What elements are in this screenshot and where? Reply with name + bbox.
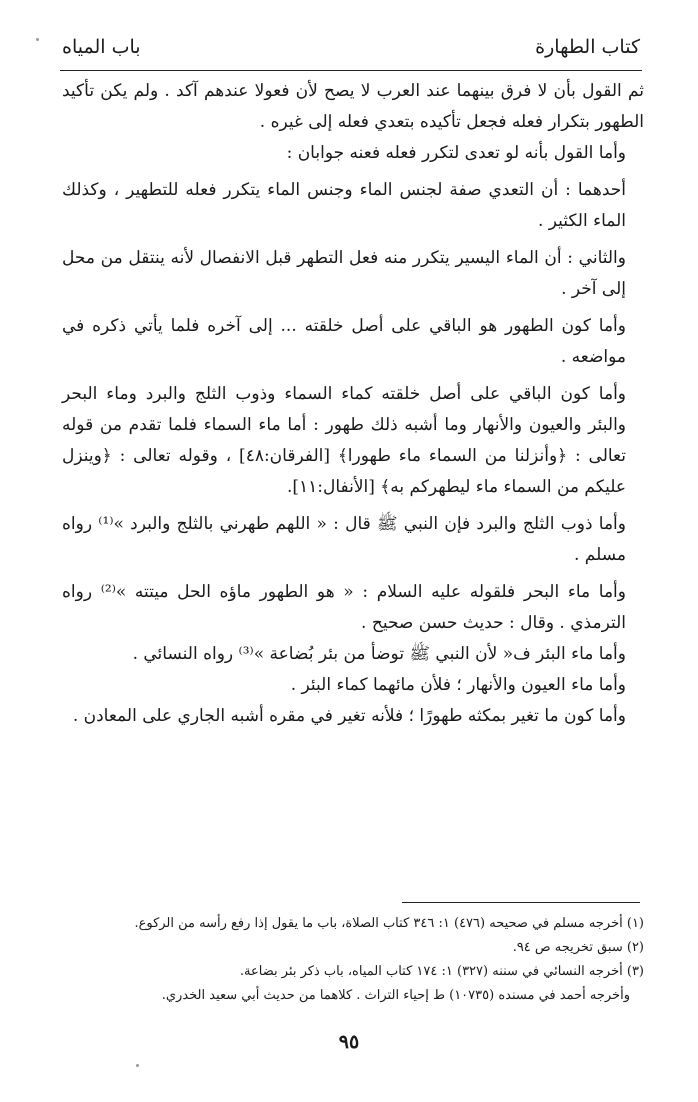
paragraph: أحدهما : أن التعدي صفة لجنس الماء وجنس الماء يتكرر فعله للتطهير ، وكذلك الماء الكثير . — [62, 180, 626, 231]
footnote: وأخرجه أحمد في مسنده (١٠٧٣٥) ط إحياء التراث . كلاهما من حديث أبي سعيد الخدري. — [161, 988, 630, 1003]
running-header-chapter-title: باب المياه — [62, 36, 141, 58]
paragraph: وأما ماء البحر فلقوله عليه السلام : « هو الطهور ماؤه الحل ميتته »⁽²⁾ رواه الترمذي . وقال : حديث حسن صحيح . — [62, 582, 626, 633]
footnote: (٣) أخرجه النسائي في سننه (٣٢٧) ١: ١٧٤ كتاب المياه، باب ذكر بئر بضاعة. — [239, 964, 644, 979]
paragraph: وأما كون الطهور هو الباقي على أصل خلقته ... إلى آخره فلما يأتي ذكره في مواضعه . — [62, 316, 626, 367]
running-header-book-title: كتاب الطهارة — [535, 36, 640, 58]
footnote: (١) أخرجه مسلم في صحيحه (٤٧٦) ١: ٣٤٦ كتاب الصلاة، باب ما يقول إذا رفع رأسه من الركوع. — [134, 916, 644, 931]
main-text — [62, 76, 644, 732]
footnote: (٢) سبق تخريجه ص ٩٤. — [512, 940, 644, 955]
scan-speck — [36, 38, 39, 41]
page-number: ٩٥ — [338, 1031, 360, 1053]
footnote-divider — [402, 902, 640, 903]
paragraph: وأما كون ما تغير بمكثه طهورًا ؛ فلأنه تغير في مقره أشبه الجاري على المعادن . — [72, 706, 626, 726]
header-divider — [60, 70, 642, 71]
paragraph: وأما القول بأنه لو تعدى لتكرر فعله فعنه جوابان : — [286, 143, 626, 163]
paragraph: وأما ذوب الثلج والبرد فإن النبي ﷺ قال : « اللهم طهرني بالثلج والبرد »⁽¹⁾ رواه مسلم . — [62, 514, 626, 565]
scan-speck — [136, 1064, 139, 1067]
paragraph: والثاني : أن الماء اليسير يتكرر منه فعل التطهر قبل الانفصال لأنه ينتقل من محل إلى آخر . — [62, 248, 626, 299]
footnotes — [56, 912, 644, 1008]
paragraph: ثم القول بأن لا فرق بينهما عند العرب لا يصح لأن فعولا عندهم آكد . ولم يكن تأكيد الطهور بتكرار فعله فجعل تأكيده بتعدي فعله إلى غيره . — [62, 81, 644, 132]
paragraph: وأما ماء العيون والأنهار ؛ فلأن مائهما كماء البئر . — [290, 675, 626, 695]
paragraph: وأما كون الباقي على أصل خلقته كماء السماء وذوب الثلج والبرد وماء البحر والبئر والعيون والأنهار وما أشبه ذلك طهور : أما ماء السماء فلما تقدم من قوله تعالى : ﴿وأنزلنا من السماء ماء طهورا﴾ [الفرقان:٤٨] ، وقوله تعالى : ﴿وينزل عليكم من السماء ماء ليطهركم به﴾ [الأنفال:١١]. — [62, 384, 626, 497]
paragraph: وأما ماء البئر ف« لأن النبي ﷺ توضأ من بئر بُضاعة »⁽³⁾ رواه النسائي . — [132, 644, 626, 664]
